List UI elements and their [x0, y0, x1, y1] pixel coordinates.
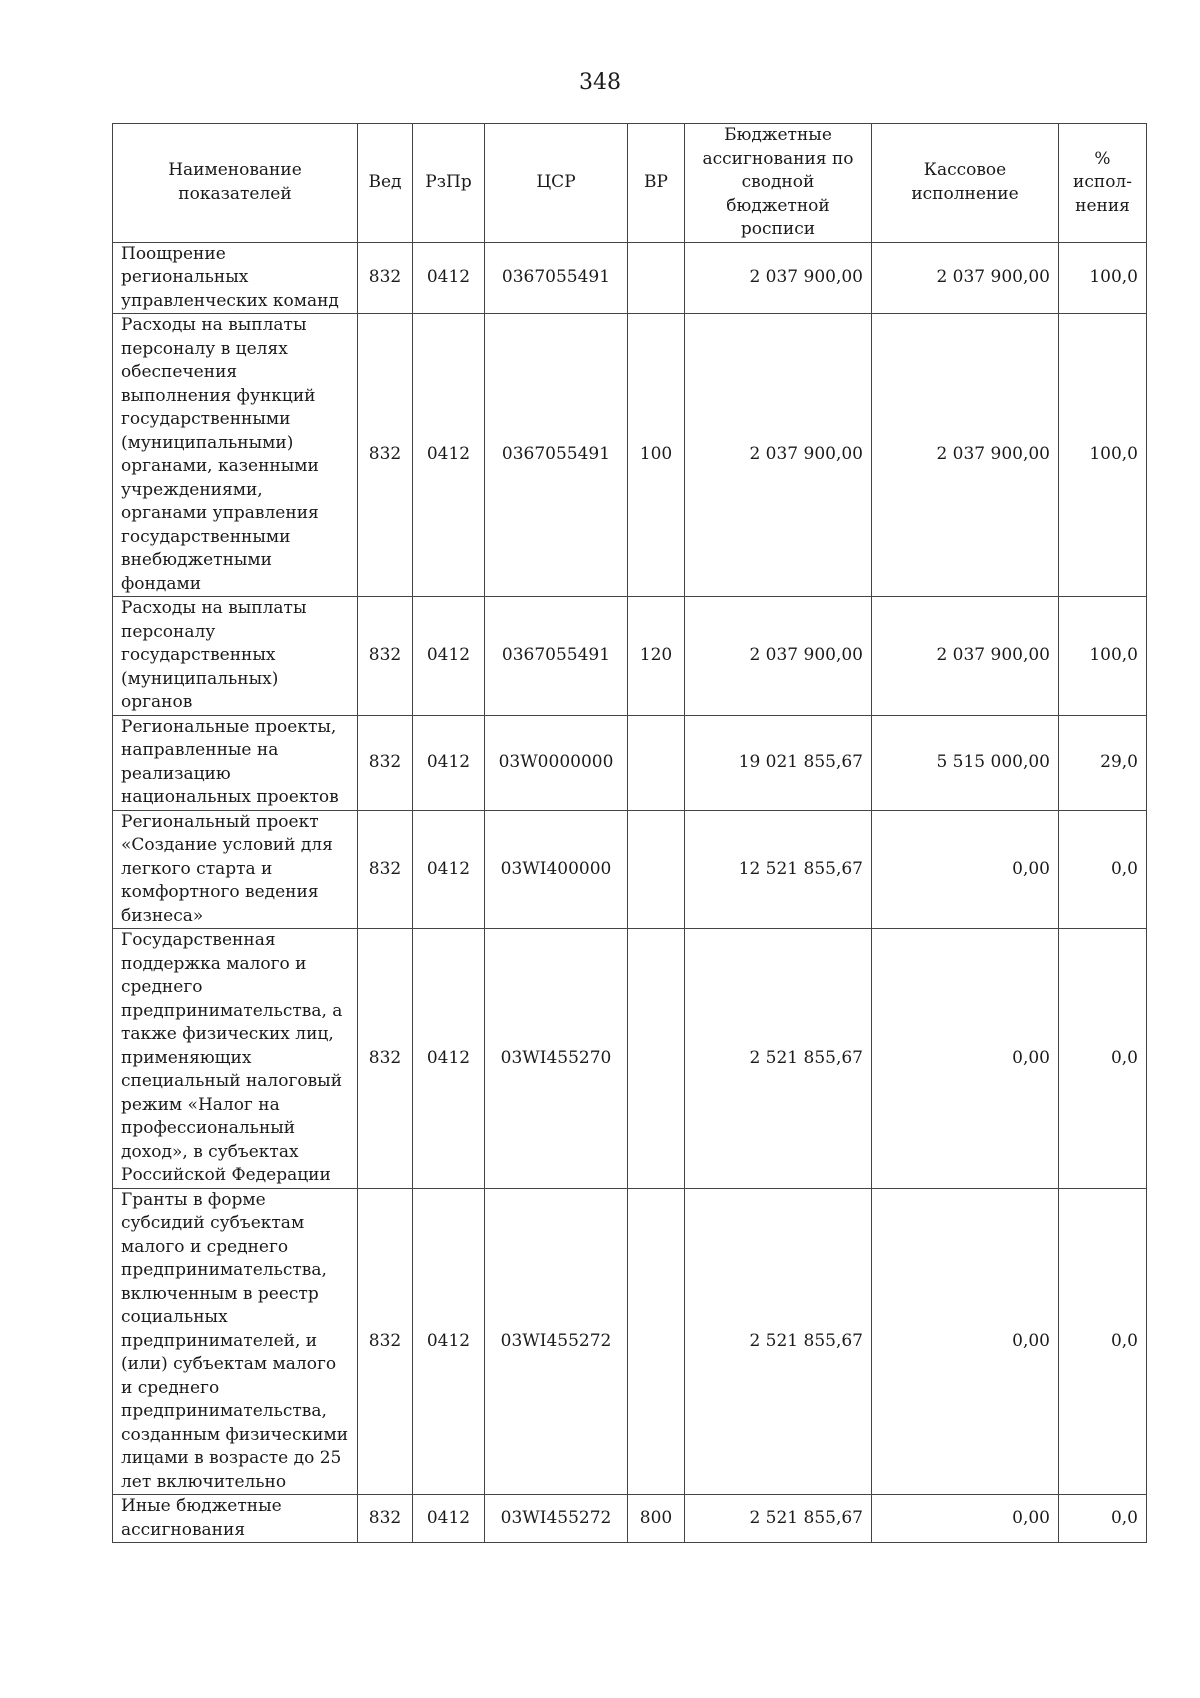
- table-row: [113, 929, 1147, 1189]
- row-rzpr: 0412: [413, 597, 485, 716]
- row-assignments: 2 037 900,00: [685, 242, 872, 314]
- header-row: [113, 124, 1147, 243]
- row-vr: 120: [628, 597, 685, 716]
- row-execution: 2 037 900,00: [872, 314, 1059, 597]
- row-execution: 5 515 000,00: [872, 715, 1059, 810]
- row-rzpr: 0412: [413, 1188, 485, 1495]
- row-assignments: 12 521 855,67: [685, 810, 872, 929]
- header-execution: Кассовое исполнение: [872, 124, 1059, 243]
- table-row: [113, 242, 1147, 314]
- header-rzpr: РзПр: [413, 124, 485, 243]
- row-csr: 03WI455272: [485, 1188, 628, 1495]
- row-vr: [628, 1188, 685, 1495]
- row-assignments: 2 521 855,67: [685, 929, 872, 1189]
- row-assignments: 2 037 900,00: [685, 314, 872, 597]
- row-vr: [628, 242, 685, 314]
- row-name: Поощрение региональных управленческих команд: [113, 242, 358, 314]
- table-row: [113, 1495, 1147, 1543]
- row-execution: 2 037 900,00: [872, 597, 1059, 716]
- row-rzpr: 0412: [413, 314, 485, 597]
- header-csr: ЦСР: [485, 124, 628, 243]
- row-vr: [628, 810, 685, 929]
- header-percent: % испол-нения: [1059, 124, 1147, 243]
- row-execution: 0,00: [872, 810, 1059, 929]
- table-row: [113, 810, 1147, 929]
- row-rzpr: 0412: [413, 929, 485, 1189]
- row-execution: 2 037 900,00: [872, 242, 1059, 314]
- row-rzpr: 0412: [413, 715, 485, 810]
- row-assignments: 2 521 855,67: [685, 1188, 872, 1495]
- row-assignments: 2 521 855,67: [685, 1495, 872, 1543]
- row-percent: 29,0: [1059, 715, 1147, 810]
- row-vr: 100: [628, 314, 685, 597]
- table-row: [113, 715, 1147, 810]
- row-csr: 0367055491: [485, 597, 628, 716]
- row-percent: 100,0: [1059, 597, 1147, 716]
- row-name: Иные бюджетные ассигнования: [113, 1495, 358, 1543]
- row-execution: 0,00: [872, 1495, 1059, 1543]
- row-vr: [628, 929, 685, 1189]
- row-assignments: 19 021 855,67: [685, 715, 872, 810]
- row-rzpr: 0412: [413, 810, 485, 929]
- row-csr: 03WI455270: [485, 929, 628, 1189]
- header-assignments: Бюджетные ассигнования по сводной бюджетной росписи: [685, 124, 872, 243]
- budget-table: [112, 123, 1147, 1543]
- row-csr: 0367055491: [485, 314, 628, 597]
- row-name: Государственная поддержка малого и среднего предпринимательства, а также физических лиц, применяющих специальный налоговый режим «Налог на профессиональный доход», в субъектах Российской Федерации: [113, 929, 358, 1189]
- row-ved: 832: [358, 929, 413, 1189]
- row-name: Расходы на выплаты персоналу государственных (муниципальных) органов: [113, 597, 358, 716]
- row-rzpr: 0412: [413, 1495, 485, 1543]
- header-ved: Вед: [358, 124, 413, 243]
- table-row: [113, 314, 1147, 597]
- page-number: 348: [579, 70, 621, 95]
- row-percent: 0,0: [1059, 810, 1147, 929]
- row-vr: 800: [628, 1495, 685, 1543]
- row-name: Региональный проект «Создание условий для легкого старта и комфортного ведения бизнеса»: [113, 810, 358, 929]
- row-percent: 0,0: [1059, 929, 1147, 1189]
- row-ved: 832: [358, 810, 413, 929]
- table-row: [113, 1188, 1147, 1495]
- row-percent: 0,0: [1059, 1188, 1147, 1495]
- row-csr: 0367055491: [485, 242, 628, 314]
- row-execution: 0,00: [872, 1188, 1059, 1495]
- row-execution: 0,00: [872, 929, 1059, 1189]
- row-ved: 832: [358, 242, 413, 314]
- header-name: Наименование показателей: [113, 124, 358, 243]
- row-csr: 03WI400000: [485, 810, 628, 929]
- row-rzpr: 0412: [413, 242, 485, 314]
- row-ved: 832: [358, 597, 413, 716]
- row-csr: 03W0000000: [485, 715, 628, 810]
- row-name: Региональные проекты, направленные на реализацию национальных проектов: [113, 715, 358, 810]
- table-row: [113, 597, 1147, 716]
- row-percent: 0,0: [1059, 1495, 1147, 1543]
- row-csr: 03WI455272: [485, 1495, 628, 1543]
- row-percent: 100,0: [1059, 242, 1147, 314]
- row-ved: 832: [358, 314, 413, 597]
- row-vr: [628, 715, 685, 810]
- row-assignments: 2 037 900,00: [685, 597, 872, 716]
- header-vr: ВР: [628, 124, 685, 243]
- row-percent: 100,0: [1059, 314, 1147, 597]
- row-ved: 832: [358, 1495, 413, 1543]
- row-name: Расходы на выплаты персоналу в целях обеспечения выполнения функций государственными (муниципальными) органами, казенными учреждениями, органами управления государственными внебюджетными фондами: [113, 314, 358, 597]
- row-name: Гранты в форме субсидий субъектам малого и среднего предпринимательства, включенным в реестр социальных предпринимателей, и (или) субъектам малого и среднего предпринимательства, созданным физическими лицами в возрасте до 25 лет включительно: [113, 1188, 358, 1495]
- row-ved: 832: [358, 715, 413, 810]
- row-ved: 832: [358, 1188, 413, 1495]
